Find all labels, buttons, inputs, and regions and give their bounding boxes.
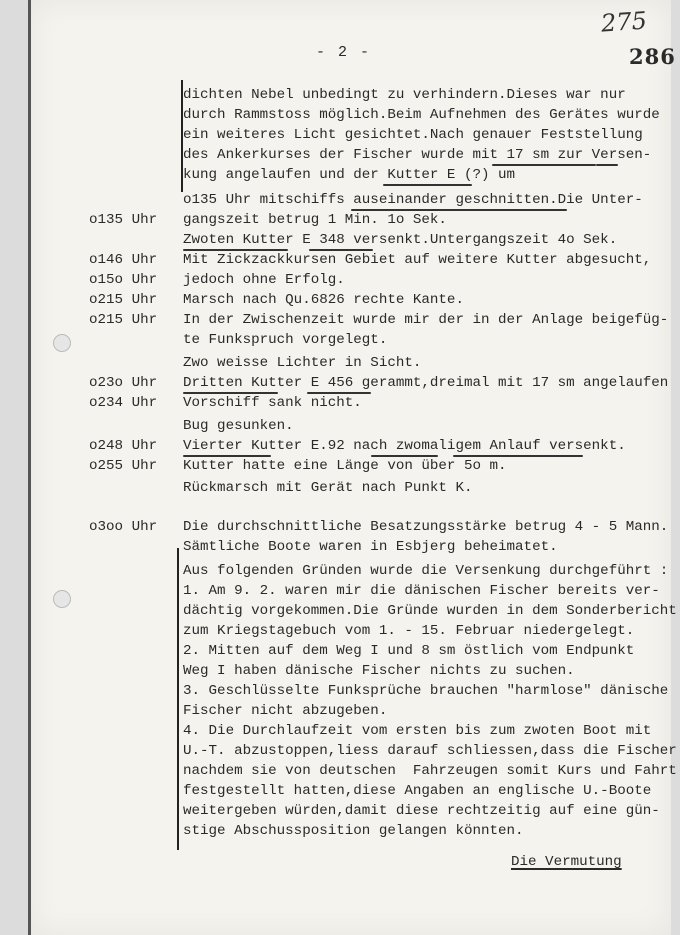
handwritten-underline xyxy=(309,249,373,251)
log-line: stige Abschussposition gelangen könnten. xyxy=(183,823,524,839)
log-line: te Funkspruch vorgelegt. xyxy=(183,332,388,348)
handwritten-underline xyxy=(351,209,567,211)
margin-mark-bottom xyxy=(177,548,179,850)
punch-hole-top xyxy=(53,334,71,352)
log-line: Dritten Kutter E 456 gerammt,dreimal mit 17 sm angelaufen xyxy=(183,375,669,391)
log-line: 1. Am 9. 2. waren mir die dänischen Fischer bereits ver- xyxy=(183,583,660,599)
time-entry: o146 Uhr xyxy=(89,252,158,268)
time-entry: o248 Uhr xyxy=(89,438,158,454)
handwritten-underline xyxy=(453,455,583,457)
log-line: o135 Uhr mitschiffs auseinander geschnitten.Die Unter- xyxy=(183,192,643,208)
log-line: durch Rammstoss möglich.Beim Aufnehmen des Gerätes wurde xyxy=(183,107,660,123)
log-line: 2. Mitten auf dem Weg I und 8 sm östlich vom Endpunkt xyxy=(183,643,635,659)
time-entry: o135 Uhr xyxy=(89,212,158,228)
log-line: U.-T. abzustoppen,liess darauf schliessen,dass die Fischer xyxy=(183,743,677,759)
time-entry: o23o Uhr xyxy=(89,375,158,391)
handwritten-underline xyxy=(307,392,371,394)
time-entry: o215 Uhr xyxy=(89,312,158,328)
log-line: Zwoten Kutter E 348 versenkt.Untergangszeit 4o Sek. xyxy=(183,232,618,248)
log-line: Aus folgenden Gründen wurde die Versenkung durchgeführt : xyxy=(183,563,669,579)
closing-line: Die Vermutung xyxy=(511,854,622,870)
log-line: festgestellt hatten,diese Angaben an englische U.-Boote xyxy=(183,783,652,799)
log-line: Bug gesunken. xyxy=(183,418,294,434)
log-line: Die durchschnittliche Besatzungsstärke betrug 4 - 5 Mann. xyxy=(183,519,669,535)
handwritten-page-number: 275 xyxy=(600,6,648,38)
handwritten-underline xyxy=(183,455,271,457)
log-line: jedoch ohne Erfolg. xyxy=(183,272,345,288)
log-line: Vierter Kutter E.92 nach zwomaligem Anlauf versenkt. xyxy=(183,438,626,454)
log-line: Fischer nicht abzugeben. xyxy=(183,703,388,719)
time-entry: o234 Uhr xyxy=(89,395,158,411)
log-line: Sämtliche Boote waren in Esbjerg beheimatet. xyxy=(183,539,558,555)
log-line: Marsch nach Qu.6826 rechte Kante. xyxy=(183,292,464,308)
document-page xyxy=(28,0,677,935)
time-entry: o255 Uhr xyxy=(89,458,158,474)
page-label: - 2 - xyxy=(316,44,372,61)
log-line: nachdem sie von deutschen Fahrzeugen somit Kurs und Fahrt xyxy=(183,763,677,779)
log-line: In der Zwischenzeit wurde mir der in der Anlage beigefüg- xyxy=(183,312,669,328)
log-line: des Ankerkurses der Fischer wurde mit 17 sm zur Versen- xyxy=(183,147,652,163)
log-line: Zwo weisse Lichter in Sicht. xyxy=(183,355,422,371)
handwritten-underline xyxy=(183,249,288,251)
punch-hole-bottom xyxy=(53,590,71,608)
log-line: ein weiteres Licht gesichtet.Nach genauer Feststellung xyxy=(183,127,643,143)
time-entry: o215 Uhr xyxy=(89,292,158,308)
handwritten-underline xyxy=(371,455,438,457)
stamped-page-number: 286 xyxy=(629,44,676,69)
log-line: dichten Nebel unbedingt zu verhindern.Dieses war nur xyxy=(183,87,626,103)
log-line: Mit Zickzackkursen Gebiet auf weitere Kutter abgesucht, xyxy=(183,252,652,268)
log-line: dächtig vorgekommen.Die Gründe wurden in dem Sonderbericht xyxy=(183,603,677,619)
log-line: zum Kriegstagebuch vom 1. - 15. Februar niedergelegt. xyxy=(183,623,635,639)
log-line: weitergeben würden,damit diese rechtzeitig auf eine gün- xyxy=(183,803,660,819)
handwritten-underline xyxy=(183,392,278,394)
log-line: Rückmarsch mit Gerät nach Punkt K. xyxy=(183,480,473,496)
handwritten-underline xyxy=(383,184,472,186)
log-line: gangszeit betrug 1 Min. 1o Sek. xyxy=(183,212,447,228)
log-line: Kutter hatte eine Länge von über 5o m. xyxy=(183,458,507,474)
time-entry: o15o Uhr xyxy=(89,272,158,288)
log-line: Weg I haben dänische Fischer nichts zu suchen. xyxy=(183,663,575,679)
log-line: 3. Geschlüsselte Funksprüche brauchen "harmlose" dänische xyxy=(183,683,669,699)
log-line: kung angelaufen und der Kutter E (?) um xyxy=(183,167,516,183)
log-line: Vorschiff sank nicht. xyxy=(183,395,362,411)
time-entry: o3oo Uhr xyxy=(89,519,158,535)
handwritten-underline xyxy=(492,164,596,166)
log-line: 4. Die Durchlaufzeit vom ersten bis zum zwoten Boot mit xyxy=(183,723,652,739)
handwritten-underline xyxy=(596,164,618,166)
